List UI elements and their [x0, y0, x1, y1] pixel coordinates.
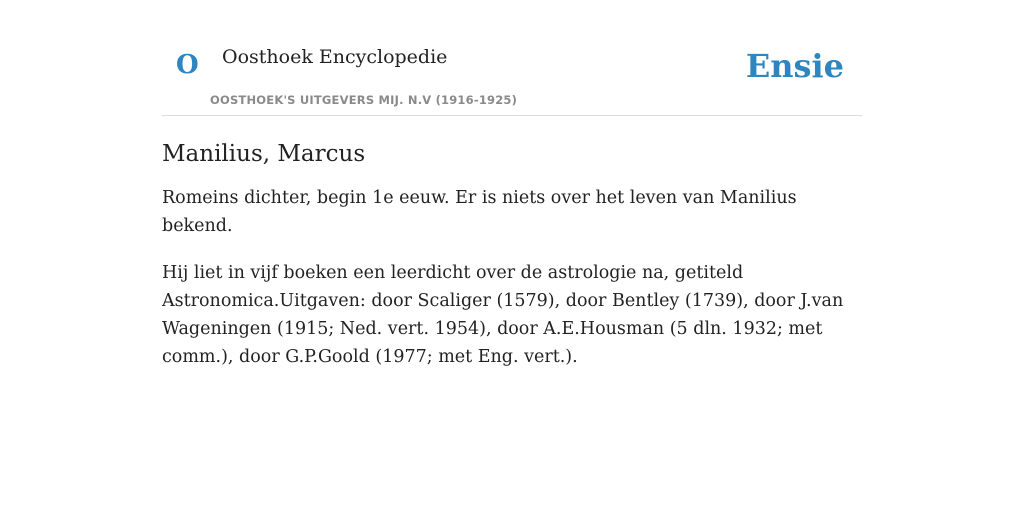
article-paragraph-1: Romeins dichter, begin 1e eeuw. Er is niets over het leven van Manilius bekend.: [162, 188, 797, 236]
ensie-brand-logo[interactable]: Ensie: [745, 47, 844, 85]
article-body: [162, 138, 862, 390]
encyclopedia-title[interactable]: Oosthoek Encyclopedie: [222, 46, 448, 68]
encyclopedia-header: [162, 40, 862, 116]
publisher-subtitle: OOSTHOEK'S UITGEVERS MIJ. N.V (1916-1925): [210, 93, 518, 107]
article-title: Manilius, Marcus: [162, 141, 366, 167]
encyclopedia-logo[interactable]: O: [176, 50, 199, 80]
article-paragraph-2: Hij liet in vijf boeken een leerdicht over de astrologie na, getiteld Astronomica.Uitgaven: door Scaliger (1579), door Bentley (1739), door J.van Wageningen (1915; Ned. vert. 1954), door A.E.Housman (5 dln. 1932; met comm.), door G.P.Goold (1977; met Eng. vert.).: [162, 263, 844, 367]
